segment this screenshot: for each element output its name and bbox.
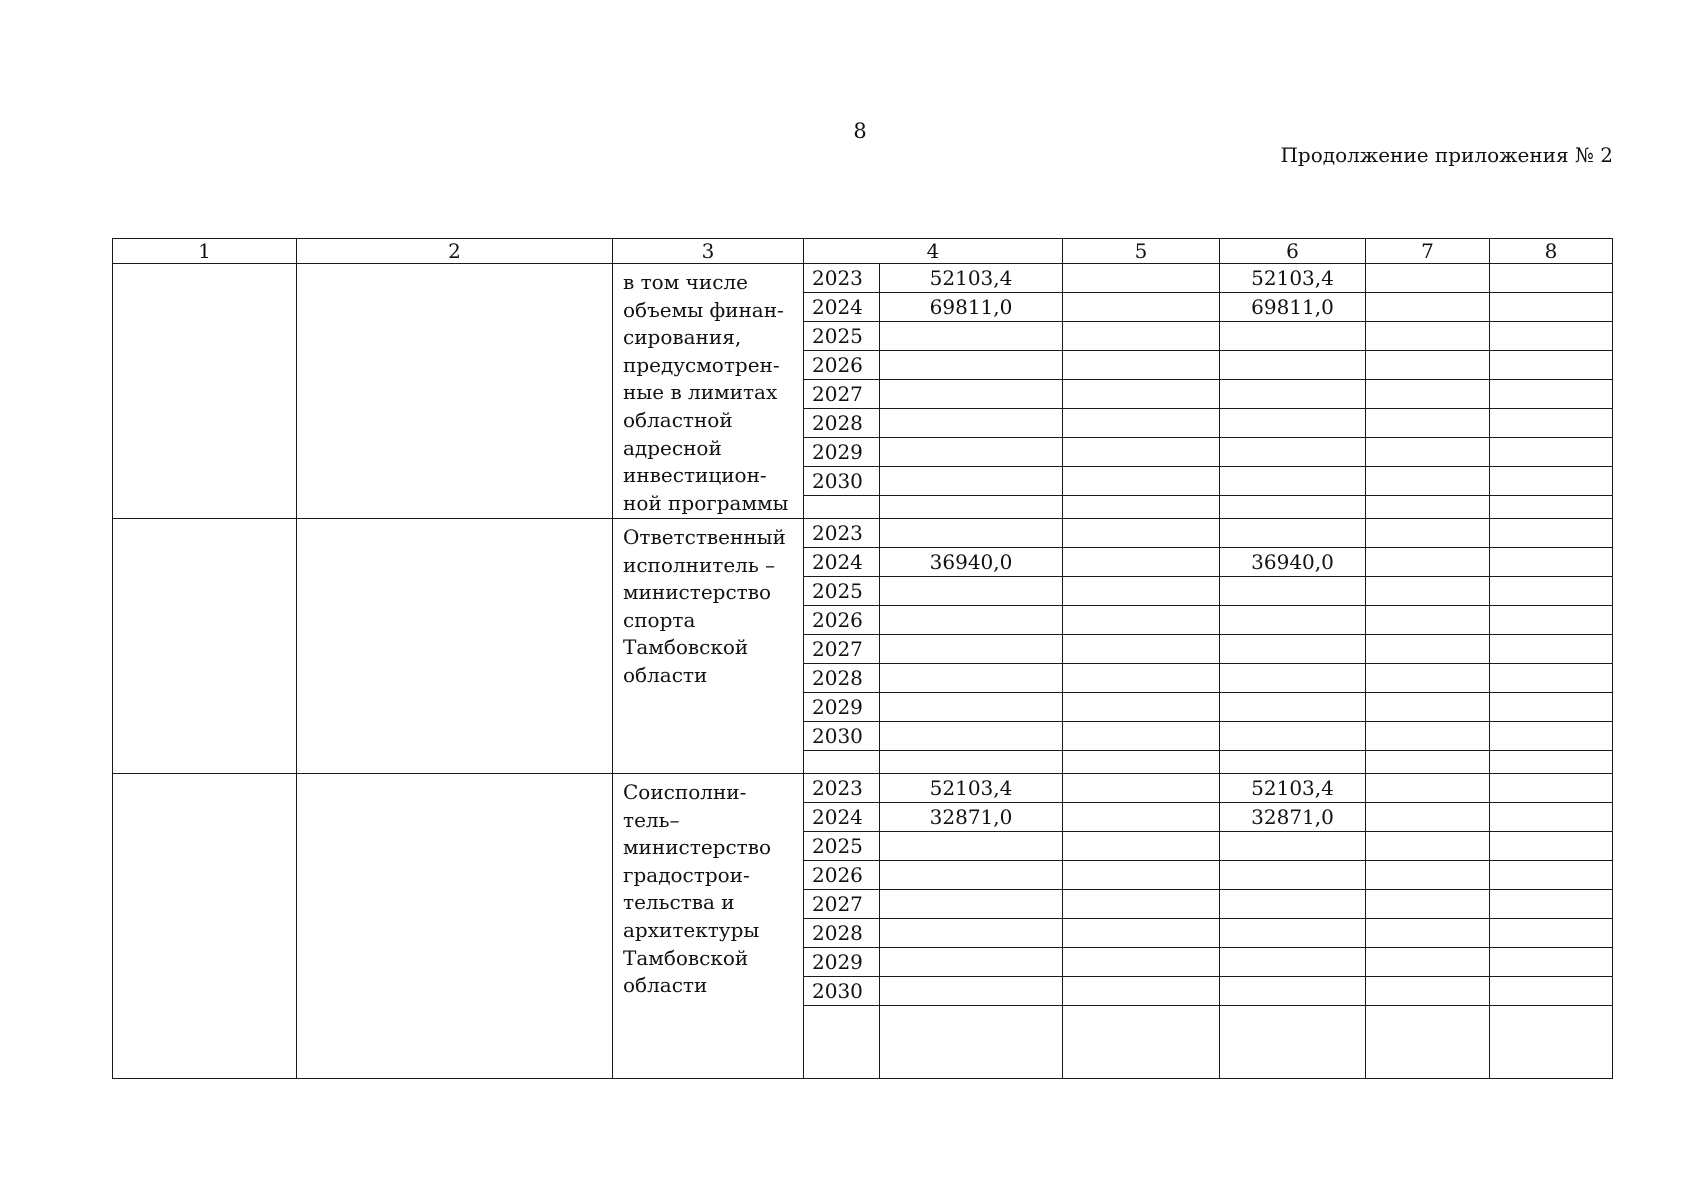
year-cell: 2025 [804,832,880,861]
value-cell-7 [1366,774,1490,803]
value-cell-6: 36940,0 [1220,548,1366,577]
value-cell-4: 52103,4 [880,774,1063,803]
year-cell: 2029 [804,438,880,467]
value-cell-6 [1220,380,1366,409]
value-cell-extension [1220,751,1366,774]
value-cell-4 [880,409,1063,438]
value-cell-5 [1063,380,1220,409]
value-cell-6: 52103,4 [1220,264,1366,293]
value-cell-7 [1366,861,1490,890]
col2-cell [297,519,613,774]
table-row [113,519,1613,548]
value-cell-4 [880,948,1063,977]
value-cell-6 [1220,606,1366,635]
value-cell-5 [1063,322,1220,351]
value-cell-6 [1220,467,1366,496]
financing-table [112,238,1613,1079]
value-cell-4 [880,635,1063,664]
value-cell-4 [880,606,1063,635]
value-cell-5 [1063,664,1220,693]
value-cell-8 [1490,890,1613,919]
year-cell: 2027 [804,380,880,409]
value-cell-extension [1063,751,1220,774]
value-cell-8 [1490,635,1613,664]
value-cell-4: 52103,4 [880,264,1063,293]
value-cell-5 [1063,438,1220,467]
value-cell-5 [1063,803,1220,832]
executor-description: Соисполни-тель– министерство градострои-тельства и архитектуры Тамбовской области [613,774,804,1079]
value-cell-7 [1366,803,1490,832]
value-cell-4 [880,577,1063,606]
value-cell-8 [1490,919,1613,948]
value-cell-6 [1220,577,1366,606]
column-header: 6 [1220,239,1366,264]
value-cell-7 [1366,832,1490,861]
executor-description: в том числе объемы финан-сирования, предусмотрен-ные в лимитах областной адресной инвестицион-ной программы [613,264,804,519]
value-cell-6 [1220,438,1366,467]
value-cell-7 [1366,693,1490,722]
value-cell-extension [880,1006,1063,1079]
value-cell-8 [1490,606,1613,635]
value-cell-7 [1366,577,1490,606]
value-cell-extension [880,751,1063,774]
value-cell-5 [1063,467,1220,496]
year-cell-extension [804,496,880,519]
year-cell: 2024 [804,803,880,832]
column-header: 7 [1366,239,1490,264]
year-cell: 2030 [804,467,880,496]
year-cell: 2028 [804,664,880,693]
value-cell-7 [1366,322,1490,351]
year-cell: 2026 [804,351,880,380]
year-cell: 2027 [804,890,880,919]
year-cell: 2025 [804,577,880,606]
value-cell-8 [1490,693,1613,722]
value-cell-7 [1366,664,1490,693]
value-cell-7 [1366,606,1490,635]
year-cell: 2023 [804,774,880,803]
value-cell-4 [880,467,1063,496]
year-cell: 2025 [804,322,880,351]
value-cell-extension [1490,751,1613,774]
column-header: 8 [1490,239,1613,264]
value-cell-extension [1366,496,1490,519]
year-cell: 2024 [804,548,880,577]
value-cell-extension [880,496,1063,519]
value-cell-5 [1063,774,1220,803]
appendix-continuation-note: Продолжение приложения № 2 [1280,143,1613,167]
value-cell-8 [1490,664,1613,693]
value-cell-5 [1063,722,1220,751]
value-cell-extension [1366,751,1490,774]
value-cell-7 [1366,409,1490,438]
value-cell-7 [1366,919,1490,948]
value-cell-6 [1220,948,1366,977]
value-cell-4: 69811,0 [880,293,1063,322]
value-cell-7 [1366,264,1490,293]
col2-cell [297,264,613,519]
value-cell-8 [1490,380,1613,409]
value-cell-extension [1220,1006,1366,1079]
year-cell: 2029 [804,693,880,722]
year-cell-extension [804,1006,880,1079]
column-header: 4 [804,239,1063,264]
value-cell-7 [1366,380,1490,409]
value-cell-4 [880,351,1063,380]
value-cell-6 [1220,832,1366,861]
value-cell-7 [1366,467,1490,496]
value-cell-7 [1366,438,1490,467]
value-cell-5 [1063,293,1220,322]
value-cell-8 [1490,438,1613,467]
value-cell-extension [1490,1006,1613,1079]
value-cell-8 [1490,774,1613,803]
year-cell: 2028 [804,919,880,948]
value-cell-8 [1490,722,1613,751]
value-cell-7 [1366,977,1490,1006]
value-cell-5 [1063,264,1220,293]
value-cell-4 [880,977,1063,1006]
value-cell-5 [1063,977,1220,1006]
year-cell: 2030 [804,722,880,751]
value-cell-5 [1063,409,1220,438]
value-cell-6: 69811,0 [1220,293,1366,322]
year-cell: 2023 [804,519,880,548]
column-number-row [113,239,1613,264]
year-cell: 2028 [804,409,880,438]
value-cell-5 [1063,548,1220,577]
value-cell-8 [1490,832,1613,861]
value-cell-5 [1063,577,1220,606]
value-cell-4: 36940,0 [880,548,1063,577]
value-cell-4 [880,664,1063,693]
executor-description: Ответственный исполнитель – министерство спорта Тамбовской области [613,519,804,774]
value-cell-extension [1366,1006,1490,1079]
value-cell-5 [1063,832,1220,861]
value-cell-8 [1490,948,1613,977]
value-cell-extension [1063,496,1220,519]
value-cell-6 [1220,919,1366,948]
value-cell-5 [1063,635,1220,664]
value-cell-4 [880,890,1063,919]
value-cell-4 [880,919,1063,948]
value-cell-6 [1220,664,1366,693]
value-cell-6: 52103,4 [1220,774,1366,803]
value-cell-4 [880,519,1063,548]
value-cell-6 [1220,409,1366,438]
value-cell-5 [1063,351,1220,380]
value-cell-5 [1063,693,1220,722]
value-cell-6 [1220,635,1366,664]
value-cell-5 [1063,606,1220,635]
value-cell-4 [880,861,1063,890]
year-cell: 2023 [804,264,880,293]
year-cell: 2029 [804,948,880,977]
column-header: 2 [297,239,613,264]
value-cell-5 [1063,861,1220,890]
value-cell-5 [1063,948,1220,977]
column-header: 1 [113,239,297,264]
value-cell-8 [1490,409,1613,438]
value-cell-4 [880,722,1063,751]
value-cell-8 [1490,577,1613,606]
value-cell-7 [1366,548,1490,577]
value-cell-7 [1366,635,1490,664]
value-cell-7 [1366,948,1490,977]
value-cell-extension [1490,496,1613,519]
value-cell-4 [880,832,1063,861]
page-number: 8 [853,119,867,143]
year-cell: 2026 [804,861,880,890]
col1-cell [113,519,297,774]
year-cell: 2026 [804,606,880,635]
column-header: 3 [613,239,804,264]
value-cell-6 [1220,519,1366,548]
value-cell-8 [1490,264,1613,293]
value-cell-6 [1220,693,1366,722]
value-cell-8 [1490,977,1613,1006]
year-cell: 2027 [804,635,880,664]
value-cell-6 [1220,322,1366,351]
value-cell-8 [1490,351,1613,380]
value-cell-7 [1366,890,1490,919]
col1-cell [113,774,297,1079]
col1-cell [113,264,297,519]
value-cell-extension [1063,1006,1220,1079]
value-cell-6 [1220,722,1366,751]
table-row [113,264,1613,293]
value-cell-4: 32871,0 [880,803,1063,832]
year-cell-extension [804,751,880,774]
value-cell-6 [1220,861,1366,890]
value-cell-4 [880,438,1063,467]
value-cell-6 [1220,890,1366,919]
value-cell-8 [1490,861,1613,890]
value-cell-7 [1366,722,1490,751]
table-row [113,774,1613,803]
value-cell-8 [1490,803,1613,832]
year-cell: 2030 [804,977,880,1006]
value-cell-4 [880,693,1063,722]
value-cell-8 [1490,548,1613,577]
value-cell-4 [880,322,1063,351]
year-cell: 2024 [804,293,880,322]
value-cell-8 [1490,519,1613,548]
value-cell-5 [1063,519,1220,548]
value-cell-7 [1366,351,1490,380]
value-cell-8 [1490,322,1613,351]
value-cell-8 [1490,467,1613,496]
column-header: 5 [1063,239,1220,264]
value-cell-5 [1063,890,1220,919]
value-cell-7 [1366,519,1490,548]
value-cell-6 [1220,977,1366,1006]
value-cell-6 [1220,351,1366,380]
table-body [113,239,1613,1079]
value-cell-5 [1063,919,1220,948]
col2-cell [297,774,613,1079]
value-cell-7 [1366,293,1490,322]
value-cell-6: 32871,0 [1220,803,1366,832]
value-cell-8 [1490,293,1613,322]
value-cell-extension [1220,496,1366,519]
value-cell-4 [880,380,1063,409]
